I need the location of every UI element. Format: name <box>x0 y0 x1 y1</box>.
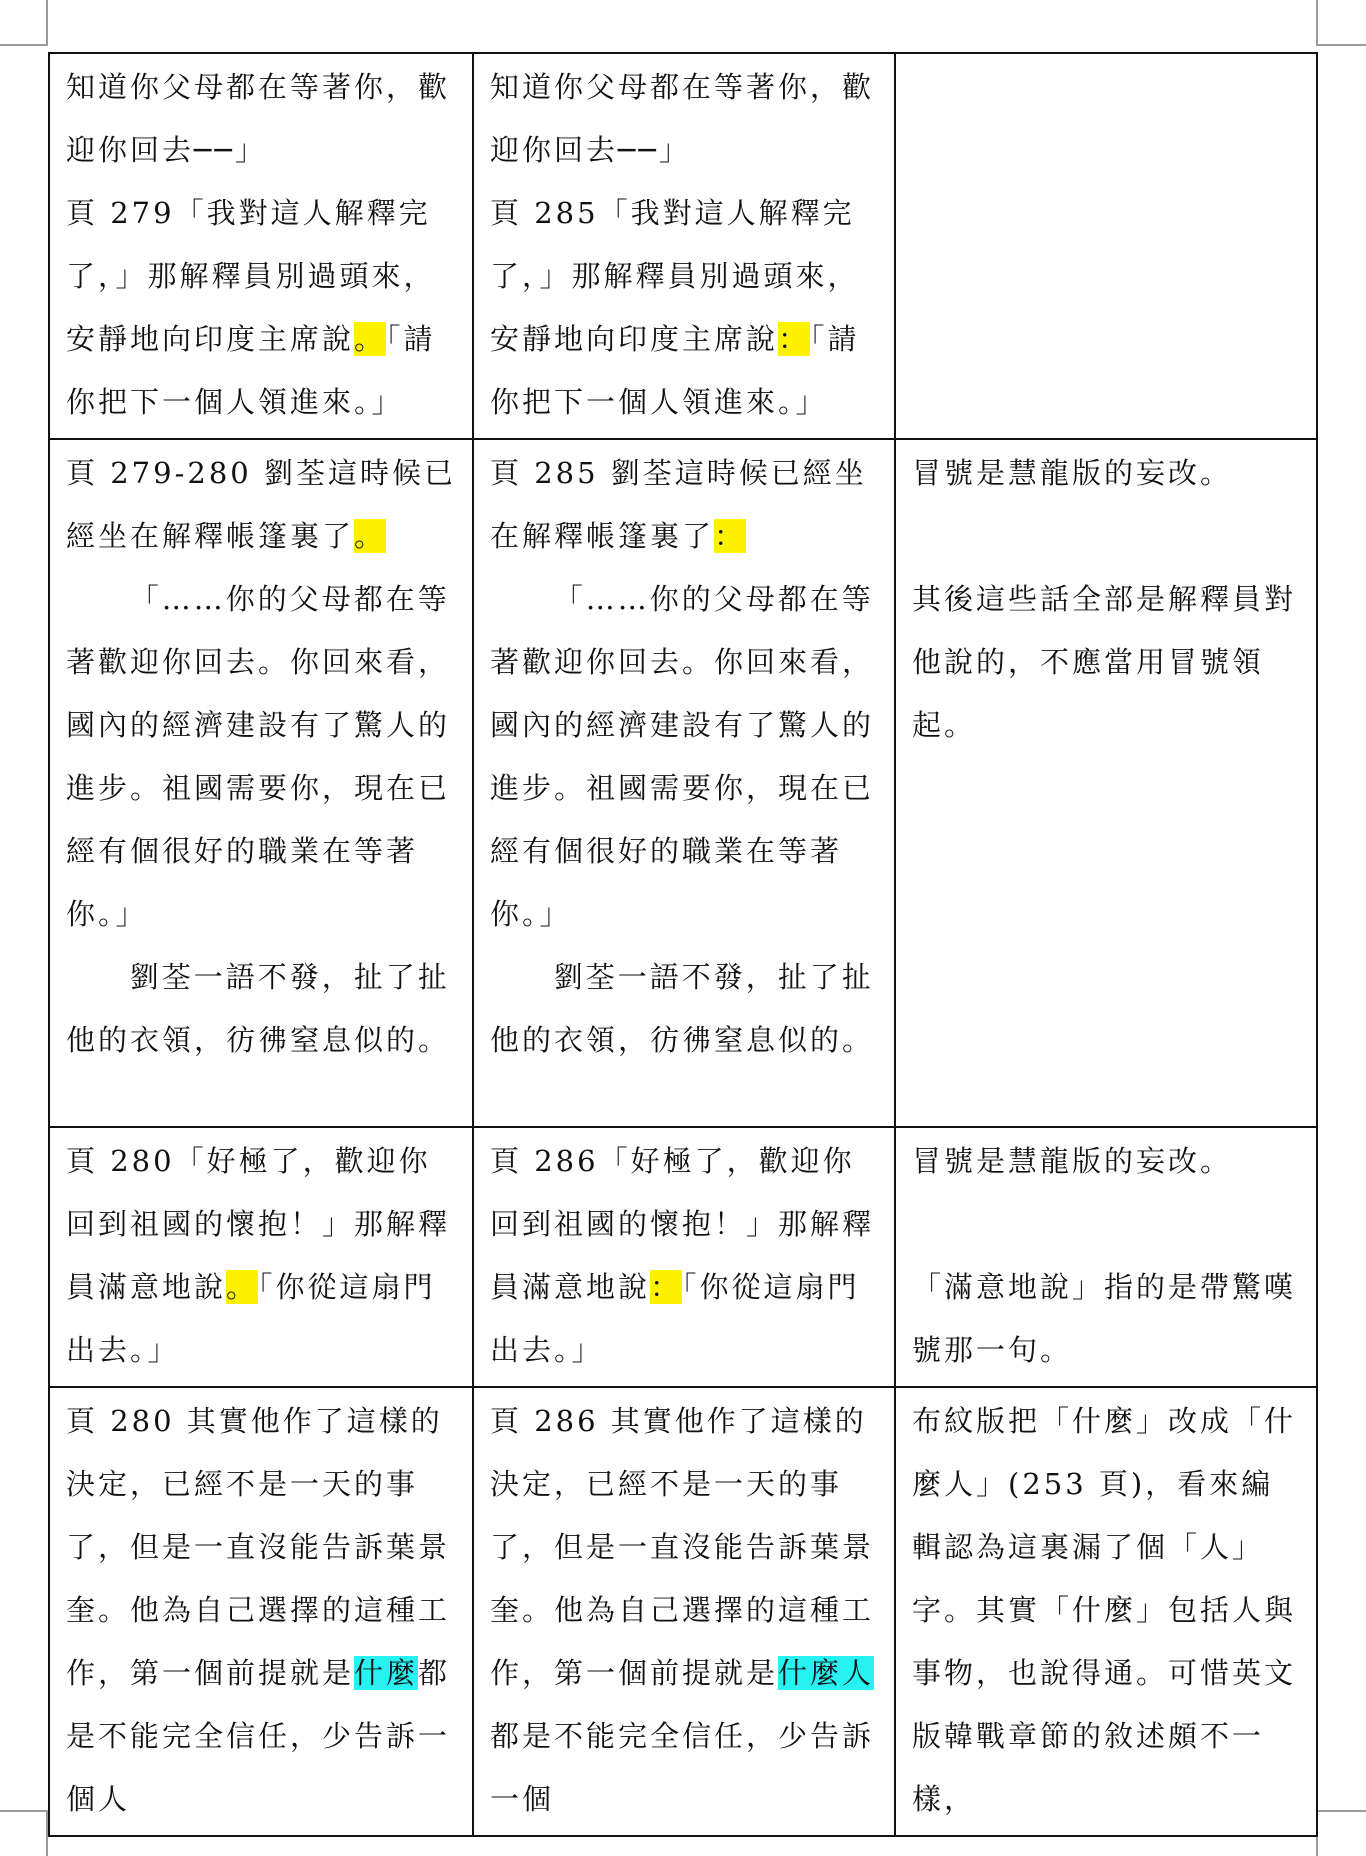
cell-text: 「請你把下一個人領進來。」 <box>66 322 436 419</box>
paragraph: 其後這些話全部是解釋員對他說的，不應當用冒號領起。 <box>912 582 1297 742</box>
cell-text: 都是不能完全信任，少告訴一個 <box>490 1719 875 1816</box>
crop-mark-top-right-h <box>1318 44 1366 46</box>
cell-text: 「你從這扇門出去。」 <box>66 1270 436 1367</box>
paragraph: 「……你的父母都在等著歡迎你回去。你回來看，國內的經濟建設有了驚人的進步。祖國需要你，現在已經有個很好的職業在等著你。」 <box>490 582 875 931</box>
cell-text: 頁 286「好極了，歡迎你回到祖國的懷抱！」那解釋員滿意地說 <box>490 1144 875 1304</box>
crop-mark-bottom-left-h <box>0 1810 46 1812</box>
paragraph <box>66 442 458 568</box>
table-row <box>49 439 1317 1127</box>
cell-revised <box>473 53 895 439</box>
table-row <box>49 53 1317 439</box>
cell-text: 頁 279「我對這人解釋完了，」那解釋員別過頭來，安靜地向印度主席說 <box>66 196 436 356</box>
paragraph: 「滿意地說」指的是帶驚嘆號那一句。 <box>912 1270 1297 1367</box>
highlight-mark: ： <box>778 322 811 356</box>
blank-line <box>912 1193 1302 1256</box>
cell-original <box>49 439 473 1127</box>
cell-revised <box>473 1387 895 1836</box>
cell-text: 頁 280 其實他作了這樣的決定，已經不是一天的事了，但是一直沒能告訴葉景奎。他為自己選擇的這種工作，第一個前提就是 <box>66 1404 451 1690</box>
cell-note <box>895 53 1317 439</box>
cell-text: 頁 280「好極了，歡迎你回到祖國的懷抱！」那解釋員滿意地說 <box>66 1144 451 1304</box>
cell-text: 頁 285「我對這人解釋完了，」那解釋員別過頭來，安靜地向印度主席說 <box>490 196 860 356</box>
highlight-mark: 。 <box>354 519 387 553</box>
paragraph: 知道你父母都在等著你，歡迎你回去──」 <box>490 70 875 167</box>
highlight-mark: 什麼人 <box>778 1656 875 1690</box>
comparison-table <box>48 52 1318 1837</box>
paragraph <box>66 1130 458 1382</box>
crop-mark-top-right-v <box>1316 0 1318 46</box>
cell-note <box>895 439 1317 1127</box>
cell-text: 頁 286 其實他作了這樣的決定，已經不是一天的事了，但是一直沒能告訴葉景奎。他為自己選擇的這種工作，第一個前提就是 <box>490 1404 875 1690</box>
paragraph <box>66 182 458 434</box>
paragraph: 劉荃一語不發，扯了扯他的衣領，彷彿窒息似的。 <box>490 960 875 1057</box>
paragraph: 知道你父母都在等著你，歡迎你回去──」 <box>66 70 451 167</box>
paragraph: 劉荃一語不發，扯了扯他的衣領，彷彿窒息似的。 <box>66 960 451 1057</box>
cell-revised <box>473 1127 895 1387</box>
crop-mark-top-left-v <box>46 0 48 46</box>
cell-original <box>49 1387 473 1836</box>
paragraph <box>490 1390 880 1831</box>
blank-line <box>912 505 1302 568</box>
table-row <box>49 1387 1317 1836</box>
paragraph <box>490 182 880 434</box>
table-row <box>49 1127 1317 1387</box>
paragraph: 冒號是慧龍版的妄改。 <box>912 456 1233 490</box>
paragraph <box>490 1130 880 1382</box>
paragraph: 「……你的父母都在等著歡迎你回去。你回來看，國內的經濟建設有了驚人的進步。祖國需要你，現在已經有個很好的職業在等著你。」 <box>66 582 451 931</box>
highlight-mark: ： <box>650 1270 683 1304</box>
paragraph: 布紋版把「什麼」改成「什麼人」(253 頁)，看來編輯認為這裏漏了個「人」字。其實「什麼」包括人與事物，也說得通。可惜英文版韓戰章節的敘述頗不一樣， <box>912 1404 1297 1816</box>
crop-mark-top-left-h <box>0 44 46 46</box>
paragraph <box>490 442 880 568</box>
highlight-mark: 什麼 <box>354 1656 419 1690</box>
cell-note <box>895 1387 1317 1836</box>
cell-revised <box>473 439 895 1127</box>
crop-mark-bottom-right-h <box>1318 1810 1366 1812</box>
cell-text: 都是不能完全信任，少告訴一個人 <box>66 1656 451 1816</box>
paragraph: 冒號是慧龍版的妄改。 <box>912 1144 1233 1178</box>
highlight-mark: ： <box>714 519 747 553</box>
highlight-mark: 。 <box>226 1270 259 1304</box>
cell-text: 頁 285 劉荃這時候已經坐在解釋帳篷裏了 <box>490 456 867 553</box>
paragraph <box>66 1390 458 1831</box>
cell-text: 「你從這扇門出去。」 <box>490 1270 860 1367</box>
cell-original <box>49 1127 473 1387</box>
cell-note <box>895 1127 1317 1387</box>
cell-original <box>49 53 473 439</box>
highlight-mark: 。 <box>354 322 387 356</box>
cell-text: 「請你把下一個人領進來。」 <box>490 322 860 419</box>
cell-text: 頁 279-280 劉荃這時候已經坐在解釋帳篷裏了 <box>66 456 456 553</box>
